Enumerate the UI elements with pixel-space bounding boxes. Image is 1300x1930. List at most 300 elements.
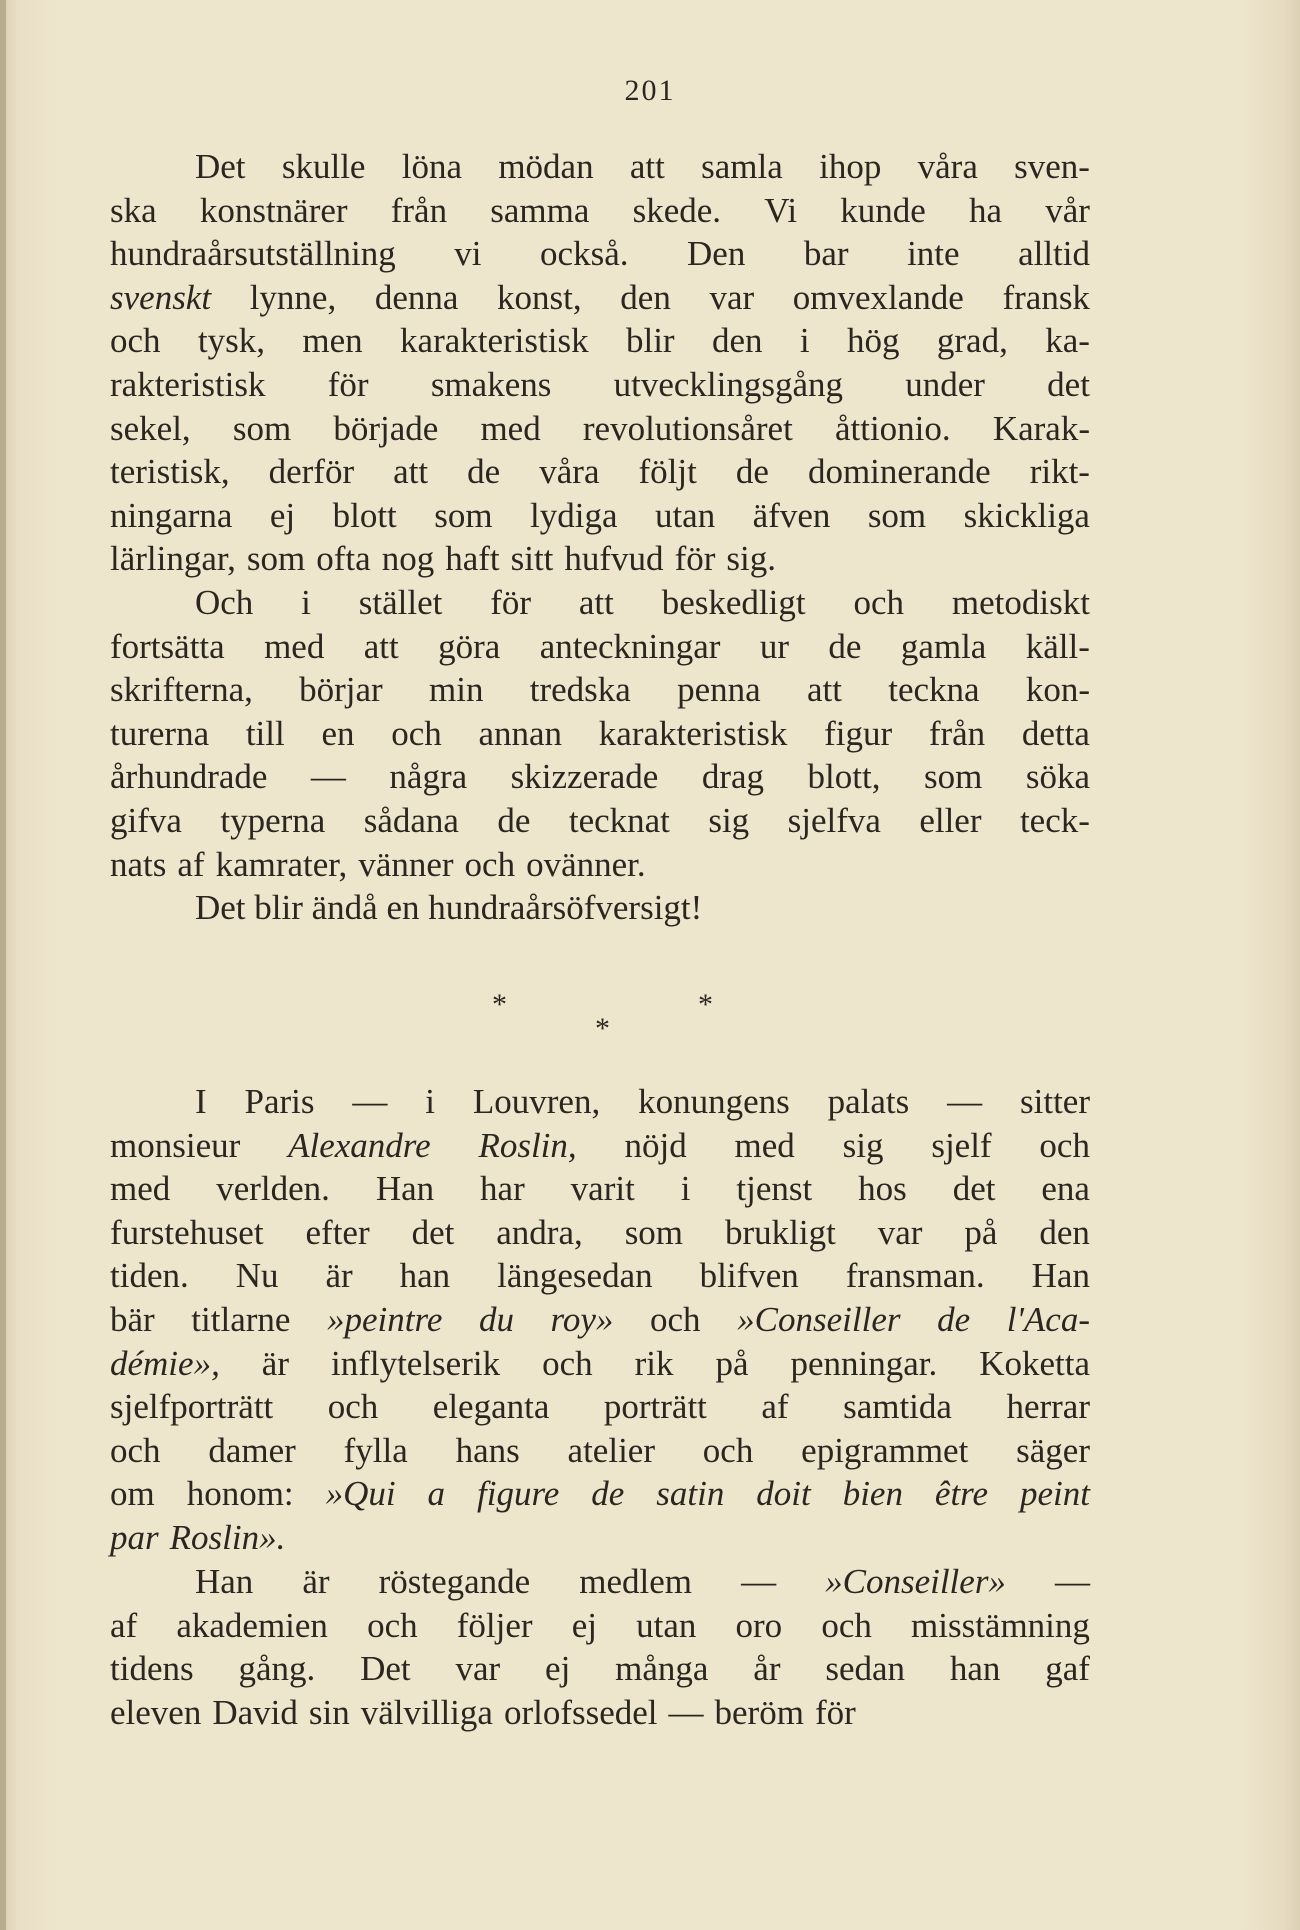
word: rikt- (1029, 452, 1090, 492)
word: tysk, (197, 321, 266, 361)
word: är (302, 1562, 330, 1601)
word: verlden. (216, 1169, 330, 1209)
word: och (367, 1605, 418, 1645)
word: penna (677, 670, 761, 710)
word: skickliga (963, 495, 1090, 535)
text-line (110, 755, 1090, 799)
word: brukligt (724, 1212, 836, 1252)
word: — (1054, 1562, 1090, 1601)
word: sedan (825, 1649, 906, 1689)
word: tidens (110, 1649, 194, 1689)
word: a (427, 1474, 446, 1514)
word: och (110, 321, 161, 361)
word: teristisk, (110, 452, 230, 492)
word: skrifterna, (110, 670, 253, 710)
word: våra (539, 452, 600, 492)
word: — (947, 1082, 983, 1121)
word: par (110, 1517, 159, 1557)
word: gifva (110, 800, 182, 840)
page-edge (0, 0, 6, 1930)
word: ej (545, 1649, 571, 1689)
word: han (949, 1649, 1001, 1689)
paragraph-3 (110, 886, 1090, 930)
text-line (110, 625, 1090, 669)
word: en (321, 713, 355, 753)
text-line (110, 1560, 1090, 1604)
word: åttionio. (834, 408, 951, 448)
word: peint (1020, 1474, 1090, 1514)
text-line (110, 363, 1090, 407)
word: till (245, 713, 285, 753)
word: fransman. (845, 1256, 985, 1296)
word: som (434, 495, 493, 535)
word: Nu (235, 1256, 279, 1296)
word: de (937, 1299, 971, 1339)
word: har (480, 1169, 525, 1209)
text-line (110, 1516, 1090, 1560)
word: beröm (714, 1692, 804, 1732)
word: ihop (819, 147, 882, 186)
word: atelier (567, 1430, 655, 1470)
word: tjenst (736, 1169, 813, 1209)
word: grad, (936, 321, 1008, 361)
word: karakteristisk (598, 713, 788, 753)
word: doit (756, 1474, 811, 1514)
word: vi (454, 234, 482, 274)
word: och (110, 1430, 161, 1470)
word: sekel, (110, 408, 191, 448)
word: från (928, 713, 986, 753)
word: kunde (840, 190, 926, 230)
word: i (425, 1082, 436, 1121)
word: Det (360, 1649, 411, 1689)
word: några (389, 757, 468, 797)
word: var (877, 1212, 923, 1252)
word: »Conseiller» (825, 1562, 1006, 1601)
word: äfven (752, 495, 831, 535)
text-line (110, 407, 1090, 451)
word: sitter (1020, 1082, 1090, 1121)
word: i (301, 583, 311, 622)
separator-asterisk: * (492, 988, 507, 1021)
word: den (1039, 1212, 1090, 1252)
word: och (464, 844, 516, 884)
word: Han (375, 1169, 435, 1209)
word: — (352, 1082, 388, 1121)
word: min (429, 670, 484, 710)
word: fylla (343, 1430, 408, 1470)
word: titlarne (191, 1299, 291, 1339)
page-number: 201 (624, 74, 676, 107)
text-line (110, 1647, 1090, 1691)
word: eleven (110, 1692, 202, 1732)
text-line (110, 494, 1090, 538)
word: furstehuset (110, 1212, 264, 1252)
word: tiden. (110, 1256, 189, 1296)
word: nog (381, 539, 435, 579)
word: många (615, 1649, 709, 1689)
word: »peintre (327, 1299, 443, 1339)
word: Koketta (979, 1343, 1090, 1383)
word: och (1039, 1125, 1090, 1165)
word: för (490, 583, 532, 622)
word: de (828, 626, 862, 666)
word: karakteristisk (400, 321, 589, 361)
word: med (110, 1169, 171, 1209)
word: gaf (1045, 1649, 1090, 1689)
word: medlem (579, 1562, 693, 1601)
word: samla (701, 147, 783, 186)
word: på (715, 1343, 749, 1383)
word: hundraårsutställning (110, 234, 396, 274)
word: är (325, 1256, 353, 1296)
word: mödan (498, 147, 594, 186)
word: ena (1041, 1169, 1090, 1209)
word: ningarna (110, 495, 233, 535)
word: konst, (497, 277, 582, 317)
word: våra (917, 147, 978, 186)
word: under (905, 364, 985, 404)
word: sin (308, 1692, 350, 1732)
word: — (668, 1692, 704, 1732)
word: inflytelserik (330, 1343, 501, 1383)
word: skulle (281, 147, 366, 186)
word: gamla (900, 626, 987, 666)
word: annan (478, 713, 563, 753)
word: orlofssedel (503, 1692, 658, 1732)
word: ej (269, 495, 296, 535)
paragraph-2 (110, 581, 1090, 886)
word: och (821, 1605, 872, 1645)
word: Paris (244, 1082, 315, 1121)
text-line (110, 1385, 1090, 1429)
word: af (761, 1387, 789, 1427)
text-line (110, 1080, 1090, 1124)
text-line (110, 1211, 1090, 1255)
word: också. (540, 234, 629, 274)
word: de (497, 800, 531, 840)
word: följer (456, 1605, 533, 1645)
word: århundrade (110, 757, 268, 797)
word: stället (358, 583, 443, 622)
word: kon- (1025, 670, 1090, 710)
word: af (177, 844, 205, 884)
text-line (110, 1429, 1090, 1473)
word: att (629, 147, 665, 186)
word: för (327, 364, 369, 404)
word: bar (803, 234, 849, 274)
word: ej (571, 1605, 597, 1645)
word: sig (842, 1125, 884, 1165)
word: smakens (430, 364, 552, 404)
word: af (110, 1605, 138, 1645)
word: sitt (510, 539, 554, 579)
word: penningar. (790, 1343, 938, 1383)
separator-asterisk: * (698, 988, 713, 1021)
text-line (110, 1342, 1090, 1386)
text-line (110, 319, 1090, 363)
word: och (391, 713, 442, 753)
word: för (674, 539, 716, 579)
word: om (110, 1474, 155, 1514)
word: Roslin, (478, 1125, 577, 1165)
word: Alexandre (288, 1125, 431, 1165)
word: som (624, 1212, 684, 1252)
word: men (302, 321, 363, 361)
word: fransk (1002, 277, 1090, 317)
word: som (923, 757, 983, 797)
word: lynne, (249, 277, 337, 317)
word: att (393, 452, 429, 492)
word: med (480, 408, 541, 448)
text-line (110, 537, 1090, 581)
word: säger (1016, 1430, 1090, 1470)
word: lydiga (530, 495, 618, 535)
word: roy» (550, 1299, 614, 1339)
text-line (110, 1124, 1090, 1168)
word: utvecklingsgång (613, 364, 843, 404)
word: varit (570, 1169, 635, 1209)
text-line (110, 1298, 1090, 1342)
text-line (110, 1604, 1090, 1648)
paragraph-4 (110, 1080, 1090, 1560)
word: på (964, 1212, 998, 1252)
word: Louvren, (472, 1082, 601, 1121)
word: akademien (176, 1605, 328, 1645)
word: bär (110, 1299, 155, 1339)
word: konungens (638, 1082, 790, 1121)
word: dominerande (807, 452, 991, 492)
word: haft (445, 539, 500, 579)
text-line: Det blir ändå en hundraårsöfversigt! (195, 888, 703, 927)
word: ovänner. (526, 844, 646, 884)
word: du (478, 1299, 514, 1339)
word: blott, (807, 757, 881, 797)
word: sådana (363, 800, 459, 840)
word: för (814, 1692, 856, 1732)
word: satin (656, 1474, 725, 1514)
word: epigrammet (801, 1430, 969, 1470)
word: nats (110, 844, 167, 884)
word: Roslin». (169, 1517, 286, 1557)
word: med (264, 626, 325, 666)
word: är (261, 1343, 289, 1383)
text-line (110, 1691, 1090, 1735)
text-line (110, 668, 1090, 712)
word: tecknat (568, 800, 670, 840)
word: fortsätta (110, 626, 225, 666)
word: »Conseiller (737, 1299, 901, 1339)
word: gång. (238, 1649, 316, 1689)
text-line (110, 581, 1090, 625)
word: herrar (1006, 1387, 1090, 1427)
word: i (799, 321, 810, 361)
word: hos (858, 1169, 907, 1209)
word: honom: (186, 1474, 294, 1514)
word: rakteristisk (110, 364, 266, 404)
text-line (110, 189, 1090, 233)
word: hög (847, 321, 900, 361)
text-line (110, 145, 1090, 189)
word: började (333, 408, 439, 448)
word: David (212, 1692, 298, 1732)
word: — (310, 757, 346, 797)
word: monsieur (110, 1125, 241, 1165)
word: de (591, 1474, 625, 1514)
word: år (753, 1649, 781, 1689)
word: från (390, 190, 448, 230)
word: derför (268, 452, 355, 492)
word: vänner (358, 844, 454, 884)
word: hans (455, 1430, 520, 1470)
word: svenskt (110, 277, 212, 317)
word: — (741, 1562, 777, 1601)
word: och (542, 1343, 593, 1383)
word: eleganta (432, 1387, 550, 1427)
word: röstegande (378, 1562, 531, 1601)
word: ur (759, 626, 789, 666)
word: être (934, 1474, 989, 1514)
word: démie», (110, 1343, 220, 1383)
word: lärlingar, (110, 539, 236, 579)
word: porträtt (603, 1387, 707, 1427)
word: börjar (299, 670, 383, 710)
word: Han (195, 1562, 254, 1601)
word: som (246, 539, 306, 579)
word: längesedan (497, 1256, 653, 1296)
word: de (467, 452, 501, 492)
word: som (232, 408, 292, 448)
word: utan (636, 1605, 697, 1645)
word: samma (490, 190, 590, 230)
word: Den (687, 234, 746, 274)
word: det (952, 1169, 996, 1209)
word: Och (195, 583, 254, 622)
word: han (399, 1256, 451, 1296)
word: figure (477, 1474, 560, 1514)
text-line (110, 712, 1090, 756)
word: att (578, 583, 614, 622)
word: Vi (764, 190, 798, 230)
word: ha (969, 190, 1003, 230)
word: söka (1025, 757, 1090, 797)
word: sig. (726, 539, 776, 579)
word: ofta (316, 539, 371, 579)
text-line (110, 1472, 1090, 1516)
word: Det (195, 147, 246, 186)
word: Han (1031, 1256, 1090, 1296)
word: bien (842, 1474, 903, 1514)
word: l'Aca- (1006, 1299, 1090, 1339)
word: löna (401, 147, 463, 186)
word: misstämning (911, 1605, 1090, 1645)
word: sjelfporträtt (110, 1387, 274, 1427)
word: andra, (496, 1212, 583, 1252)
word: rik (634, 1343, 674, 1383)
word: var (455, 1649, 501, 1689)
word: den (620, 277, 671, 317)
word: palats (827, 1082, 910, 1121)
word: och (702, 1430, 754, 1470)
word: det (1047, 364, 1090, 404)
word: blifven (699, 1256, 799, 1296)
word: kamrater, (215, 844, 348, 884)
paragraph-5 (110, 1560, 1090, 1734)
word: sjelf (931, 1125, 992, 1165)
word: skede. (632, 190, 722, 230)
word: metodiskt (951, 583, 1090, 622)
word: typerna (220, 800, 326, 840)
paragraph-1 (110, 145, 1090, 581)
word: som (867, 495, 927, 535)
word: sjelfva (787, 800, 881, 840)
word: skizzerade (510, 757, 659, 797)
word: Karak- (992, 408, 1090, 448)
text-line (110, 276, 1090, 320)
word: ka- (1045, 321, 1090, 361)
text-line (110, 450, 1090, 494)
word: oro (735, 1605, 783, 1645)
word: att (363, 626, 399, 666)
word: sig (708, 800, 750, 840)
word: inte (907, 234, 960, 274)
word: alltid (1018, 234, 1090, 274)
word: de (735, 452, 769, 492)
text-line (110, 1254, 1090, 1298)
word: figur (824, 713, 893, 753)
word: I (195, 1082, 207, 1121)
text-line (110, 799, 1090, 843)
word: ska (110, 190, 157, 230)
word: konstnärer (199, 190, 348, 230)
word: vår (1045, 190, 1090, 230)
word: turerna (110, 713, 210, 753)
word: anteckningar (539, 626, 721, 666)
word: denna (374, 277, 459, 317)
word: beskedligt (661, 583, 806, 622)
word: drag (701, 757, 765, 797)
word: utan (654, 495, 716, 535)
text-line (110, 232, 1090, 276)
word: teck- (1019, 800, 1090, 840)
word: omvexlande (792, 277, 964, 317)
word: revolutionsåret (582, 408, 793, 448)
word: och (853, 583, 905, 622)
word: den (711, 321, 763, 361)
word: detta (1021, 713, 1090, 753)
word: göra (438, 626, 501, 666)
word: det (411, 1212, 455, 1252)
word: i (680, 1169, 691, 1209)
word: teckna (888, 670, 980, 710)
text-line (110, 1167, 1090, 1211)
separator-asterisk: * (595, 1012, 610, 1045)
word: efter (305, 1212, 370, 1252)
word: sven- (1014, 147, 1090, 186)
word: samtida (843, 1387, 952, 1427)
word: och (650, 1299, 701, 1339)
word: »Qui (325, 1474, 396, 1514)
word: eller (919, 800, 982, 840)
word: välvilliga (360, 1692, 493, 1732)
word: och (327, 1387, 379, 1427)
word: följt (638, 452, 697, 492)
word: damer (208, 1430, 296, 1470)
word: nöjd (624, 1125, 687, 1165)
word: blir (625, 321, 675, 361)
text-line (110, 843, 1090, 887)
word: att (806, 670, 842, 710)
